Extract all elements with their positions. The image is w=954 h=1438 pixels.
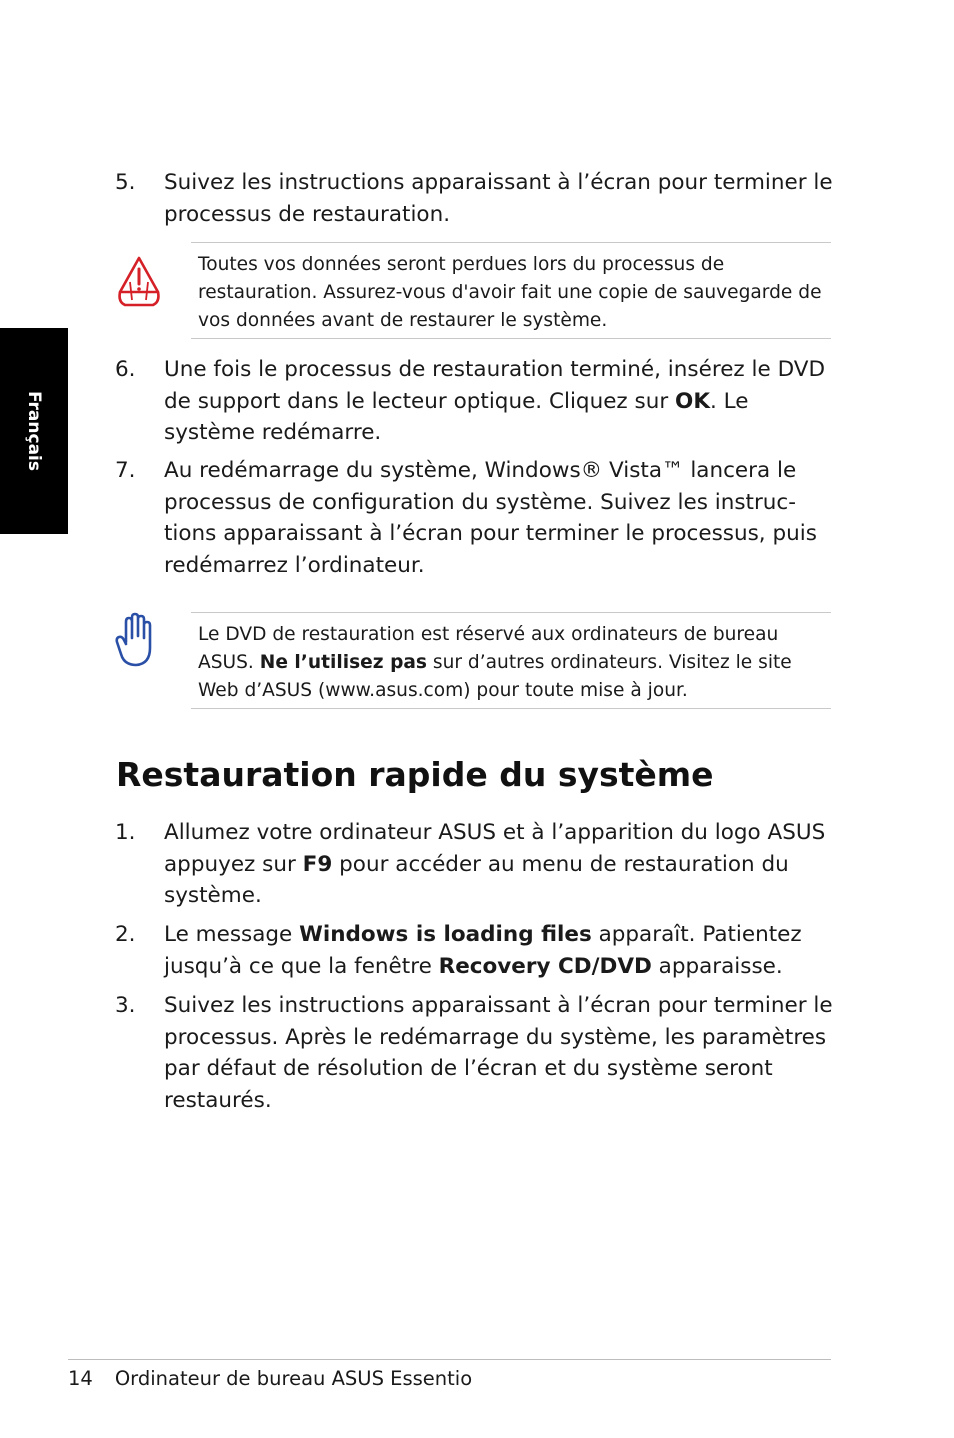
language-side-tab [0,328,68,534]
step-number: 1. [115,820,136,845]
language-tab-label: Français [24,391,44,471]
footer-title: Ordinateur de bureau ASUS Essentio [114,1367,473,1390]
step-text: Allumez votre ordinateur ASUS et à l’apparition du logo ASUS appuyez sur F9 pour accéder au menu de restauration du système. [164,820,826,908]
step-7 [115,455,835,581]
step-number: 3. [115,993,136,1018]
loading-message-label: Windows is loading files [299,922,592,947]
step-number: 5. [115,170,136,195]
step-text: Suivez les instructions apparaissant à l’écran pour terminer le processus. Après le redémarrage du système, les paramètres par défaut de résolution de l’écran et du système seront restaurés. [164,993,833,1113]
step-text: Au redémarrage du système, Windows® Vista™ lancera le processus de configuration du système. Suivez les instruc-tions apparaissant à l’écran pour terminer le processus, puis redémarrez l’ordinateur. [164,458,817,578]
step-text: Le message Windows is loading files apparaît. Patientez jusqu’à ce que la fenêtre Recovery CD/DVD apparaisse. [164,922,802,979]
recovery-window-label: Recovery CD/DVD [438,953,652,979]
step-number: 7. [115,458,136,483]
hand-note [191,612,831,709]
hand-stop-icon [114,612,156,668]
warning-note-text: Toutes vos données seront perdues lors du processus de restauration. Assurez-vous d'avoir fait une copie de sauvegarde de vos données avant de restaurer le système. [198,254,822,331]
step-text: Une fois le processus de restauration terminé, insérez le DVD de support dans le lecteur optique. Cliquez sur OK. Le système redémarre. [164,357,826,445]
step-number: 6. [115,357,136,382]
hand-note-emphasis: Ne l’utilisez pas [259,652,427,673]
warning-note [191,242,831,339]
step-6 [115,354,835,449]
step-text: Suivez les instructions apparaissant à l’écran pour terminer le processus de restauration. [164,170,833,227]
section-step-1 [115,817,835,912]
step-5 [115,167,835,230]
page-number: 14 [68,1367,93,1390]
section-step-3 [115,990,835,1116]
section-title: Restauration rapide du système [116,755,714,794]
step-number: 2. [115,922,136,947]
footer-divider [68,1359,831,1360]
warning-triangle-icon [116,254,162,310]
section-step-2 [115,919,835,982]
ok-label: OK [675,388,710,414]
f9-key-label: F9 [302,851,333,877]
hand-note-text: Le DVD de restauration est réservé aux ordinateurs de bureau ASUS. Ne l’utilisez pas sur d’autres ordinateurs. Visitez le site Web d’ASUS (www.asus.com) pour toute mise à jour. [198,624,792,701]
page-footer [68,1364,472,1394]
